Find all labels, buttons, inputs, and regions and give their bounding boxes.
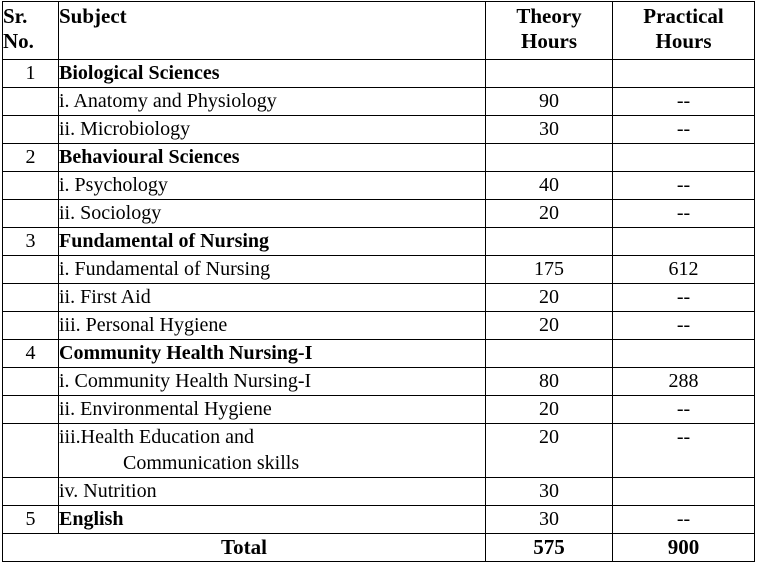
theory-hours-cell: 20 — [486, 396, 613, 424]
subject-group-cell: Behavioural Sciences — [59, 144, 486, 172]
practical-hours-cell: -- — [613, 284, 755, 312]
total-row — [3, 534, 755, 562]
theory-hours-cell: 20 — [486, 200, 613, 228]
sr-no-cell: 4 — [3, 340, 59, 368]
sr-no-cell: 5 — [3, 506, 59, 534]
theory-hours-cell: 80 — [486, 368, 613, 396]
practical-hours-cell: -- — [613, 88, 755, 116]
subject-cell: ii. Microbiology — [59, 116, 486, 144]
subject-cell: i. Fundamental of Nursing — [59, 256, 486, 284]
subject-cell: ii. First Aid — [59, 284, 486, 312]
practical-hours-cell — [613, 478, 755, 506]
theory-hours-cell: 30 — [486, 116, 613, 144]
practical-hours-cell: -- — [613, 200, 755, 228]
sr-no-cell — [3, 312, 59, 340]
table-row — [3, 116, 755, 144]
sr-no-cell — [3, 116, 59, 144]
practical-hours-cell — [613, 340, 755, 368]
table-row — [3, 200, 755, 228]
sr-no-cell — [3, 368, 59, 396]
table-row — [3, 88, 755, 116]
table-row — [3, 478, 755, 506]
table-row-group — [3, 60, 755, 88]
theory-hours-cell: 30 — [486, 478, 613, 506]
practical-hours-cell: 612 — [613, 256, 755, 284]
subject-cell: iii. Personal Hygiene — [59, 312, 486, 340]
theory-hours-cell: 30 — [486, 506, 613, 534]
table-row — [3, 172, 755, 200]
subject-line: iii.Health Education and — [59, 426, 254, 448]
sr-no-cell: 1 — [3, 60, 59, 88]
header-subject: Subject — [59, 2, 486, 60]
table-row-group — [3, 228, 755, 256]
total-theory-hours: 575 — [486, 534, 613, 562]
total-label: Total — [3, 534, 486, 562]
table-row — [3, 256, 755, 284]
practical-hours-cell — [613, 228, 755, 256]
theory-hours-cell: 20 — [486, 312, 613, 340]
practical-hours-cell: -- — [613, 172, 755, 200]
subject-group-cell: Biological Sciences — [59, 60, 486, 88]
practical-hours-cell: -- — [613, 424, 755, 478]
subject-cell: i. Anatomy and Physiology — [59, 88, 486, 116]
header-theory-hours: Theory Hours — [486, 2, 613, 60]
subject-cell: ii. Sociology — [59, 200, 486, 228]
practical-hours-cell — [613, 60, 755, 88]
table-row-group — [3, 144, 755, 172]
theory-hours-cell: 90 — [486, 88, 613, 116]
sr-no-cell — [3, 88, 59, 116]
subject-group-cell: Community Health Nursing-I — [59, 340, 486, 368]
theory-hours-cell — [486, 60, 613, 88]
table-row — [3, 424, 755, 478]
theory-hours-cell — [486, 228, 613, 256]
subject-cell: ii. Environmental Hygiene — [59, 396, 486, 424]
table-row — [3, 312, 755, 340]
subject-cell: i. Community Health Nursing-I — [59, 368, 486, 396]
practical-hours-cell: -- — [613, 396, 755, 424]
theory-hours-cell — [486, 144, 613, 172]
table-row-group — [3, 506, 755, 534]
sr-no-cell — [3, 284, 59, 312]
syllabus-table — [2, 1, 755, 562]
practical-hours-cell: -- — [613, 312, 755, 340]
table-row-group — [3, 340, 755, 368]
sr-no-cell — [3, 396, 59, 424]
subject-line: Communication skills — [123, 452, 300, 474]
practical-hours-cell: -- — [613, 116, 755, 144]
theory-hours-cell — [486, 340, 613, 368]
theory-hours-cell: 20 — [486, 424, 613, 478]
subject-cell: i. Psychology — [59, 172, 486, 200]
sr-no-cell — [3, 424, 59, 478]
theory-hours-cell: 40 — [486, 172, 613, 200]
sr-no-cell: 3 — [3, 228, 59, 256]
sr-no-cell — [3, 200, 59, 228]
sr-no-cell — [3, 478, 59, 506]
total-practical-hours: 900 — [613, 534, 755, 562]
header-practical-hours: Practical Hours — [613, 2, 755, 60]
subject-cell: iv. Nutrition — [59, 478, 486, 506]
sr-no-cell — [3, 172, 59, 200]
table-row — [3, 368, 755, 396]
practical-hours-cell — [613, 144, 755, 172]
table-row — [3, 284, 755, 312]
subject-group-cell: Fundamental of Nursing — [59, 228, 486, 256]
sr-no-cell: 2 — [3, 144, 59, 172]
subject-cell — [59, 424, 486, 478]
header-sr-no: Sr. No. — [3, 2, 59, 60]
sr-no-cell — [3, 256, 59, 284]
practical-hours-cell: -- — [613, 506, 755, 534]
theory-hours-cell: 20 — [486, 284, 613, 312]
practical-hours-cell: 288 — [613, 368, 755, 396]
header-row — [3, 2, 755, 60]
theory-hours-cell: 175 — [486, 256, 613, 284]
table-row — [3, 396, 755, 424]
subject-group-cell: English — [59, 506, 486, 534]
